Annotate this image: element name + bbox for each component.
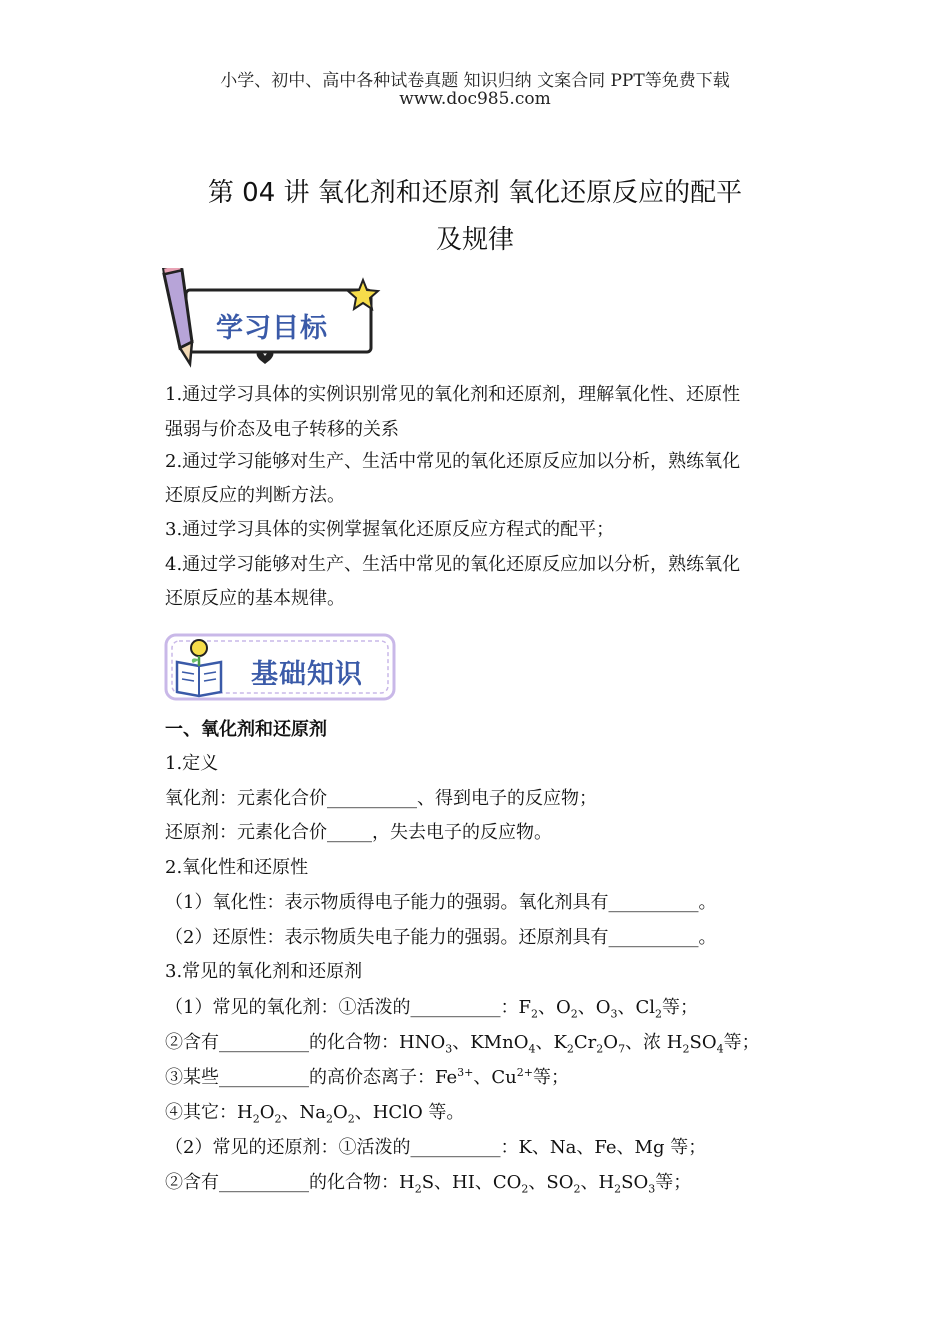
- definition-heading: 1.定义: [165, 753, 219, 774]
- goal-line-2: 强弱与价态及电子转移的关系: [165, 419, 399, 440]
- section-heading-1: 一、氧化剂和还原剂: [165, 719, 327, 740]
- basics-badge: [163, 632, 399, 704]
- reductant-line-2: ②含有__________的化合物：$H_2S$、HI、$CO_2$、$SO_2$、$H_2SO_3$等；: [165, 1172, 692, 1196]
- goal-line-5: 3.通过学习具体的实例掌握氧化还原反应方程式的配平；: [165, 519, 615, 540]
- definition-reductant: 还原剂：元素化合价_____，失去电子的反应物。: [165, 822, 552, 843]
- oxidant-line-2: ②含有__________的化合物：$HNO_3$、KMnO$_4$、$K_2Cr_2O_7$、浓 $H_2SO_4$等；: [165, 1032, 760, 1056]
- goals-badge: [160, 268, 385, 368]
- reductant-line-1: （2）常见的还原剂：①活泼的__________：K、Na、Fe、Mg 等；: [165, 1137, 707, 1158]
- property-reducing: （2）还原性：表示物质失电子能力的强弱。还原剂具有__________。: [165, 927, 717, 948]
- goal-line-7: 还原反应的基本规律。: [165, 588, 345, 609]
- property-heading: 2.氧化性和还原性: [165, 857, 309, 878]
- site-header-url[interactable]: www.doc985.com: [399, 89, 551, 109]
- page-title-line2: 及规律: [435, 225, 514, 255]
- oxidant-line-1: （1）常见的氧化剂：①活泼的__________：$F_2$、$O_2$、$O_3$、$Cl_2$等；: [165, 997, 699, 1021]
- site-header-line1: 小学、初中、高中各种试卷真题 知识归纳 文案合同 PPT等免费下载: [220, 71, 730, 91]
- oxidant-line-3: ③某些__________的高价态离子：$Fe^{3+}$、$Cu^{2+}$等；: [165, 1066, 569, 1088]
- property-oxidizing: （1）氧化性：表示物质得电子能力的强弱。氧化剂具有__________。: [165, 892, 717, 913]
- goals-badge-label: 学习目标: [216, 313, 328, 344]
- page-title-line1: 第 04 讲 氧化剂和还原剂 氧化还原反应的配平: [207, 178, 743, 208]
- common-heading: 3.常见的氧化剂和还原剂: [165, 961, 363, 982]
- goal-line-3: 2.通过学习能够对生产、生活中常见的氧化还原反应加以分析，熟练氧化: [165, 451, 741, 472]
- definition-oxidant: 氧化剂：元素化合价__________、得到电子的反应物；: [165, 788, 597, 809]
- goal-line-4: 还原反应的判断方法。: [165, 485, 345, 506]
- goal-line-1: 1.通过学习具体的实例识别常见的氧化剂和还原剂，理解氧化性、还原性: [165, 384, 741, 405]
- goal-line-6: 4.通过学习能够对生产、生活中常见的氧化还原反应加以分析，熟练氧化: [165, 554, 741, 575]
- oxidant-line-4: ④其它：$H_2O_2$、$Na_2O_2$、HClO 等。: [165, 1102, 465, 1126]
- basics-badge-label: 基础知识: [251, 659, 363, 690]
